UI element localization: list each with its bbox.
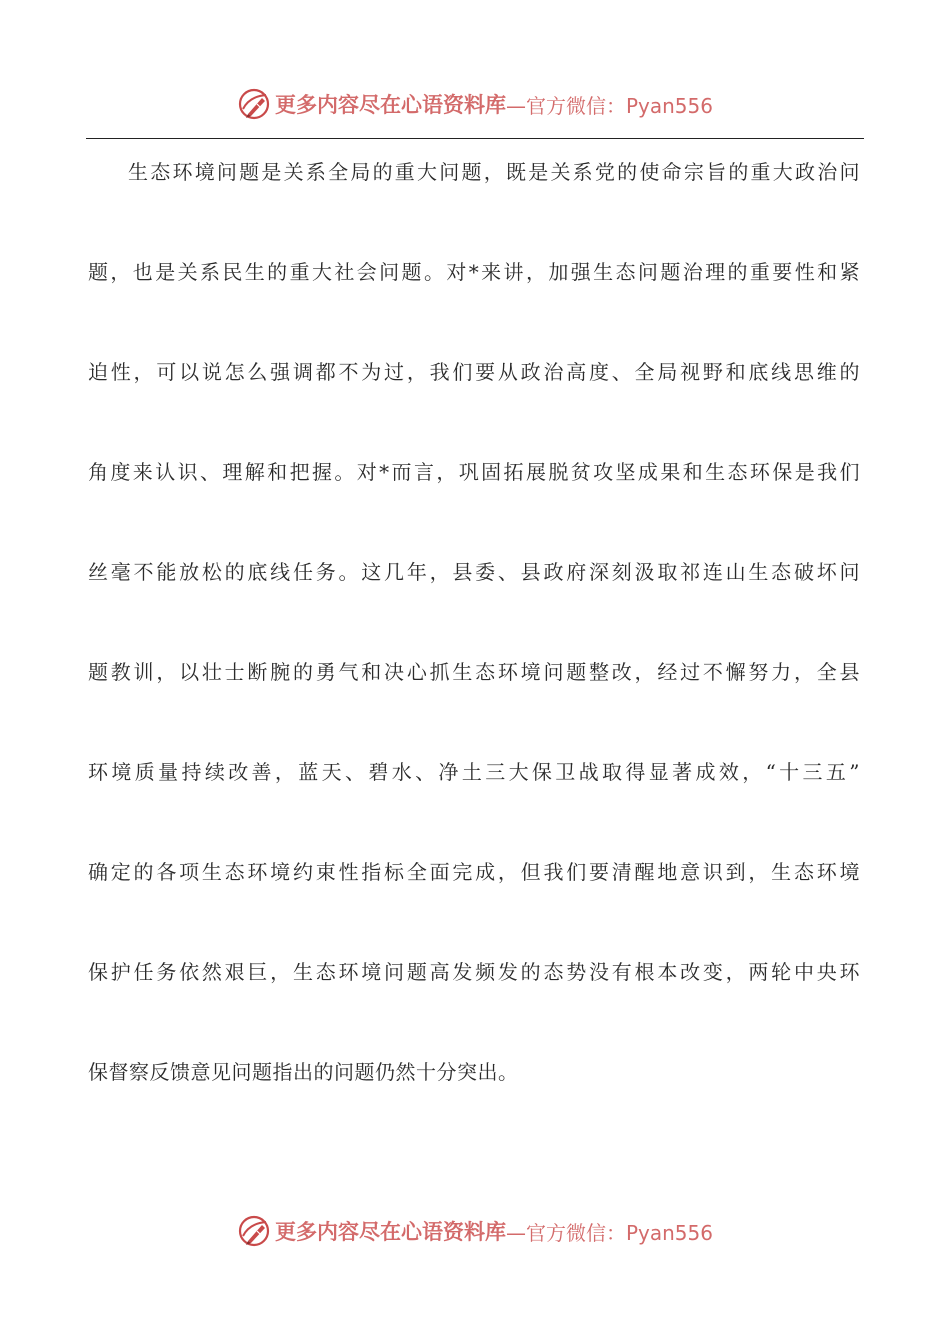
paragraph-line: 题，也是关系民生的重大社会问题。对*来讲，加强生态问题治理的重要性和紧 xyxy=(88,260,860,284)
pen-nib-icon xyxy=(237,1214,271,1248)
pen-nib-icon xyxy=(237,87,271,121)
header-divider xyxy=(86,138,864,139)
paragraph-line: 角度来认识、理解和把握。对*而言，巩固拓展脱贫攻坚成果和生态环保是我们 xyxy=(88,460,860,484)
paragraph-line: 保督察反馈意见问题指出的问题仍然十分突出。 xyxy=(88,1060,519,1084)
paragraph-line: 丝毫不能放松的底线任务。这几年，县委、县政府深刻汲取祁连山生态破坏问 xyxy=(88,560,860,584)
wechat-text: —官方微信：Pyan556 xyxy=(505,93,713,118)
header-banner xyxy=(0,84,950,124)
paragraph-line: 环境质量持续改善，蓝天、碧水、净土三大保卫战取得显著成效，“十三五” xyxy=(88,760,860,784)
footer-banner xyxy=(0,1211,950,1251)
paragraph-line: 题教训，以壮士断腕的勇气和决心抓生态环境问题整改，经过不懈努力，全县 xyxy=(88,660,860,684)
document-body xyxy=(88,150,860,1150)
paragraph-line: 生态环境问题是关系全局的重大问题，既是关系党的使命宗旨的重大政治问 xyxy=(128,160,860,184)
paragraph-line: 保护任务依然艰巨，生态环境问题高发频发的态势没有根本改变，两轮中央环 xyxy=(88,960,860,984)
brand-text: 更多内容尽在心语资料库 xyxy=(274,1219,506,1244)
paragraph-line: 确定的各项生态环境约束性指标全面完成，但我们要清醒地意识到，生态环境 xyxy=(88,860,860,884)
brand-text: 更多内容尽在心语资料库 xyxy=(274,92,506,117)
paragraph-line: 迫性，可以说怎么强调都不为过，我们要从政治高度、全局视野和底线思维的 xyxy=(88,360,860,384)
wechat-text: —官方微信：Pyan556 xyxy=(505,1220,713,1245)
